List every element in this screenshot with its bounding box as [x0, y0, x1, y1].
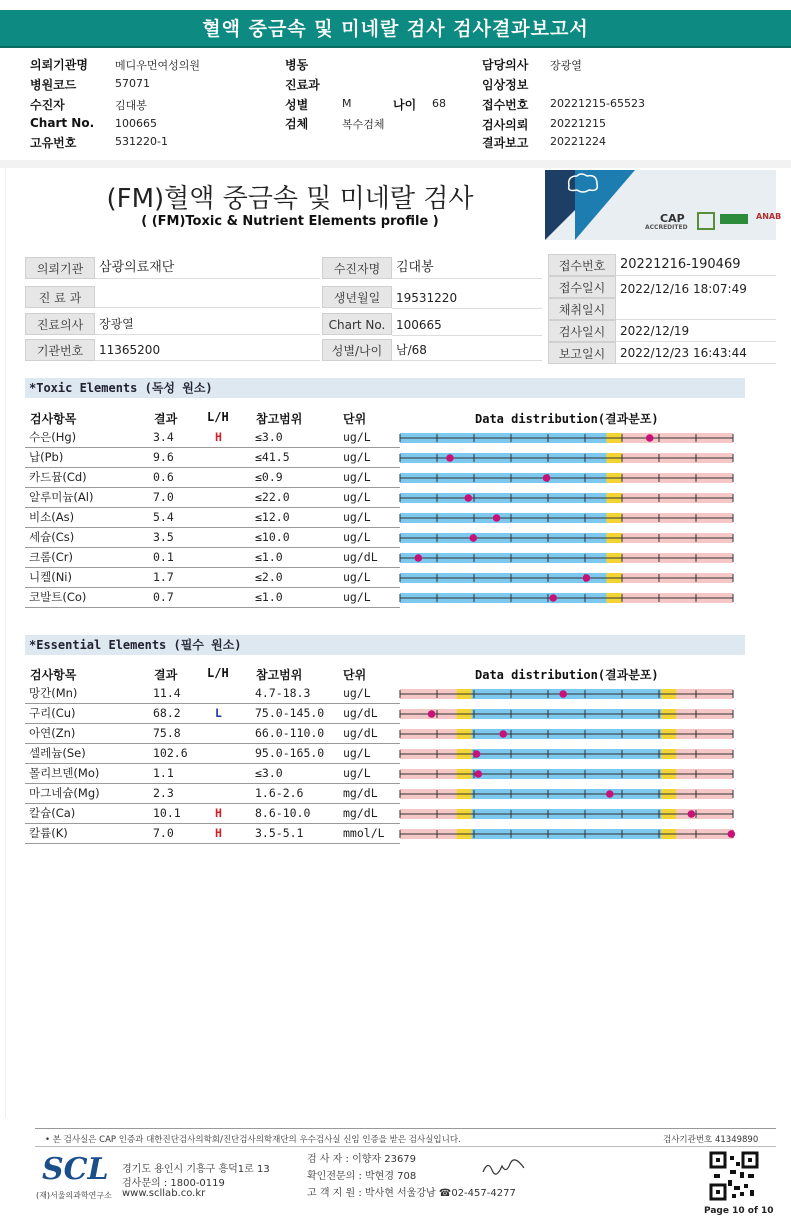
result-dot [559, 690, 567, 698]
row-unit: ug/L [343, 570, 371, 584]
request-label: 검사의뢰 [482, 118, 529, 132]
inst-no-value: 11365200 [95, 339, 320, 361]
hospcode-value: 57071 [115, 77, 150, 90]
col-item: 검사항목 [30, 668, 77, 682]
sexage-value: 남/68 [392, 339, 542, 361]
patient-value: 김대봉 [115, 99, 147, 112]
sex-value: M [342, 97, 352, 110]
cap-logo: CAP [660, 212, 685, 225]
row-result: 1.1 [153, 766, 174, 780]
row-range: ≤3.0 [255, 430, 283, 444]
row-result: 1.7 [153, 570, 174, 584]
col-result: 결과 [154, 412, 178, 426]
result-dot [728, 830, 736, 838]
result-dot [428, 710, 436, 718]
test-date-label: 검사일시 [548, 320, 616, 342]
inst-label: 의뢰기관 [25, 257, 95, 279]
inst-no-label: 기관번호 [25, 339, 95, 361]
chart-no-value: 100665 [392, 314, 542, 336]
row-result: 102.6 [153, 746, 188, 760]
row-range: ≤10.0 [255, 530, 290, 544]
row-result: 10.1 [153, 806, 181, 820]
row-unit: ug/L [343, 530, 371, 544]
row-flag: L [215, 706, 222, 720]
row-range: ≤3.0 [255, 766, 283, 780]
doctor-label: 진료의사 [25, 313, 95, 335]
col-lh: L/H [207, 410, 229, 424]
doctor-value: 장광열 [95, 313, 320, 335]
row-result: 0.6 [153, 470, 174, 484]
row-item: 몰리브덴(Mo) [29, 766, 100, 780]
uid-label: 고유번호 [30, 136, 77, 150]
row-unit: mg/dL [343, 786, 378, 800]
birth-value: 19531220 [392, 287, 542, 309]
report-title: (FM)혈액 중금속 및 미네랄 검사 [106, 184, 474, 214]
col-dist: Data distribution(결과분포) [475, 412, 659, 426]
row-unit: ug/L [343, 430, 371, 444]
row-item: 카드뮴(Cd) [29, 470, 87, 484]
row-range: 4.7-18.3 [255, 686, 311, 700]
row-range: 66.0-110.0 [255, 726, 325, 740]
row-unit: ug/L [343, 686, 371, 700]
row-item: 니켈(Ni) [29, 570, 72, 584]
result-dot [493, 514, 501, 522]
report-label: 결과보고 [482, 136, 529, 150]
row-unit: ug/L [343, 470, 371, 484]
receipt-label: 접수번호 [482, 98, 529, 112]
result-dot [606, 790, 614, 798]
signature [480, 1158, 530, 1178]
row-result: 3.4 [153, 430, 174, 444]
row-unit: ug/dL [343, 706, 378, 720]
row-item: 아연(Zn) [29, 726, 76, 740]
result-dot [473, 750, 481, 758]
row-result: 9.6 [153, 450, 174, 464]
row-result: 68.2 [153, 706, 181, 720]
age-value: 68 [432, 97, 446, 110]
row-result: 5.4 [153, 510, 174, 524]
result-dot [549, 594, 557, 602]
receipt-no-value: 20221216-190469 [616, 254, 776, 276]
row-item: 구리(Cu) [29, 706, 76, 720]
footer-divider [35, 1146, 776, 1147]
report-subtitle: ( (FM)Toxic & Nutrient Elements profile ) [141, 214, 439, 229]
row-range: 8.6-10.0 [255, 806, 311, 820]
result-dot [474, 770, 482, 778]
col-result: 결과 [154, 668, 178, 682]
row-result: 7.0 [153, 490, 174, 504]
tester: 검 사 자 : 이향자 23679 [307, 1154, 417, 1165]
footer-code: 검사기관번호 41349890 [663, 1135, 759, 1145]
row-result: 75.8 [153, 726, 181, 740]
uid-value: 531220-1 [115, 135, 168, 148]
row-flag: H [215, 430, 222, 444]
row-range: 75.0-145.0 [255, 706, 325, 720]
report-value: 20221224 [550, 135, 606, 148]
row-range: 1.6-2.6 [255, 786, 304, 800]
specimen-value: 복수검체 [342, 118, 385, 131]
cap-logo-sub: ACCREDITED [645, 224, 688, 231]
result-dot [464, 494, 472, 502]
footer-divider [35, 1128, 776, 1129]
row-item: 수은(Hg) [29, 430, 77, 444]
row-item: 코발트(Co) [29, 590, 87, 604]
row-unit: ug/L [343, 490, 371, 504]
row-result: 0.7 [153, 590, 174, 604]
test-date-value: 2022/12/19 [616, 320, 776, 342]
essential-section-title: *Essential Elements (필수 원소) [25, 635, 745, 655]
row-item: 마그네슘(Mg) [29, 786, 100, 800]
result-dot [499, 730, 507, 738]
receipt-date-label: 접수일시 [548, 276, 616, 298]
chart-no-label: Chart No. [322, 313, 392, 335]
result-dot [469, 534, 477, 542]
result-dot [543, 474, 551, 482]
row-unit: ug/L [343, 766, 371, 780]
scl-logo: SCL [42, 1152, 109, 1187]
clinical-label: 임상정보 [482, 78, 529, 92]
row-unit: ug/L [343, 510, 371, 524]
request-value: 20221215 [550, 117, 606, 130]
row-flag: H [215, 806, 222, 820]
row-item: 칼륨(K) [29, 826, 68, 840]
row-item: 비소(As) [29, 510, 75, 524]
birth-label: 생년월일 [322, 286, 392, 308]
dept-label: 진 료 과 [25, 286, 95, 308]
dept-label: 진료과 [285, 78, 320, 92]
row-result: 2.3 [153, 786, 174, 800]
row-range: ≤2.0 [255, 570, 283, 584]
patient-name-label: 수진자명 [322, 257, 392, 279]
row-item: 알루미늄(Al) [29, 490, 94, 504]
doctor-value: 장광열 [550, 59, 582, 72]
collect-label: 채취일시 [548, 298, 616, 320]
doctor-label: 담당의사 [482, 58, 529, 72]
banner-title: 혈액 중금속 및 미네랄 검사 검사결과보고서 [0, 10, 791, 48]
sex-label: 성별 [285, 98, 309, 112]
row-result: 7.0 [153, 826, 174, 840]
toxic-section-title: *Toxic Elements (독성 원소) [25, 378, 745, 398]
row-range: ≤12.0 [255, 510, 290, 524]
row-item: 크롬(Cr) [29, 550, 73, 564]
row-unit: ug/L [343, 590, 371, 604]
row-unit: ug/L [343, 746, 371, 760]
row-result: 11.4 [153, 686, 181, 700]
scl-website[interactable]: www.scllab.co.kr [122, 1188, 206, 1199]
confirmer: 확인전문의 : 박현경 708 [307, 1171, 417, 1182]
scl-address: 경기도 용인시 기흥구 흥덕1로 13 [122, 1164, 270, 1175]
inst-value: 삼광의료재단 [95, 257, 320, 279]
col-range: 참고범위 [256, 412, 303, 426]
row-item: 세슘(Cs) [29, 530, 75, 544]
row-range: ≤41.5 [255, 450, 290, 464]
result-dot [646, 434, 654, 442]
row-item: 칼슘(Ca) [29, 806, 76, 820]
row-item: 망간(Mn) [29, 686, 78, 700]
result-dot [415, 554, 423, 562]
row-range: ≤1.0 [255, 550, 283, 564]
scl-inquiry: 검사문의 : 1800-0119 [122, 1178, 225, 1189]
col-unit: 단위 [343, 668, 367, 682]
footer-note: • 본 검사실은 CAP 인증과 대한진단검사의학회/진단검사의학재단의 우수검사실 신임 인증을 받은 검사실입니다. [45, 1135, 461, 1145]
receipt-no-label: 접수번호 [548, 254, 616, 276]
chart-value: 100665 [115, 117, 157, 130]
report-date-label: 보고일시 [548, 342, 616, 364]
col-range: 참고범위 [256, 668, 303, 682]
customer-support: 고 객 지 원 : 박사현 서울강남 ☎02-457-4277 [307, 1188, 516, 1199]
result-dot [688, 810, 696, 818]
row-item: 셀레늄(Se) [29, 746, 86, 760]
row-flag: H [215, 826, 222, 840]
result-dot [446, 454, 454, 462]
col-item: 검사항목 [30, 412, 77, 426]
result-dot [583, 574, 591, 582]
sexage-label: 성별/나이 [322, 339, 392, 361]
receipt-value: 20221215-65523 [550, 97, 645, 110]
receipt-date-value: 2022/12/16 18:07:49 [616, 278, 776, 300]
col-unit: 단위 [343, 412, 367, 426]
scl-name: (재)서울의과학연구소 [36, 1191, 112, 1200]
row-unit: mmol/L [343, 826, 385, 840]
ward-label: 병동 [285, 58, 309, 72]
row-range: ≤0.9 [255, 470, 283, 484]
col-dist: Data distribution(결과분포) [475, 668, 659, 682]
anab-logo: ANAB [756, 212, 782, 221]
specimen-label: 검체 [285, 117, 309, 131]
patient-name-value: 김대봉 [392, 257, 542, 279]
row-result: 3.5 [153, 530, 174, 544]
row-unit: ug/dL [343, 550, 378, 564]
row-item: 납(Pb) [29, 450, 64, 464]
chart-label: Chart No. [30, 116, 95, 130]
qr-code-icon [710, 1152, 758, 1200]
row-unit: ug/L [343, 450, 371, 464]
row-unit: ug/dL [343, 726, 378, 740]
row-range: 3.5-5.1 [255, 826, 304, 840]
hospital-label: 의뢰기관명 [30, 58, 88, 72]
row-range: 95.0-165.0 [255, 746, 325, 760]
row-range: ≤22.0 [255, 490, 290, 504]
row-result: 0.1 [153, 550, 174, 564]
hospital-value: 메디우먼여성의원 [115, 59, 201, 72]
row-unit: mg/dL [343, 806, 378, 820]
patient-label: 수진자 [30, 98, 65, 112]
row-range: ≤1.0 [255, 590, 283, 604]
report-date-value: 2022/12/23 16:43:44 [616, 342, 776, 364]
age-label: 나이 [393, 98, 417, 112]
col-lh: L/H [207, 666, 229, 680]
hospcode-label: 병원코드 [30, 78, 77, 92]
page-number: Page 10 of 10 [704, 1206, 774, 1216]
